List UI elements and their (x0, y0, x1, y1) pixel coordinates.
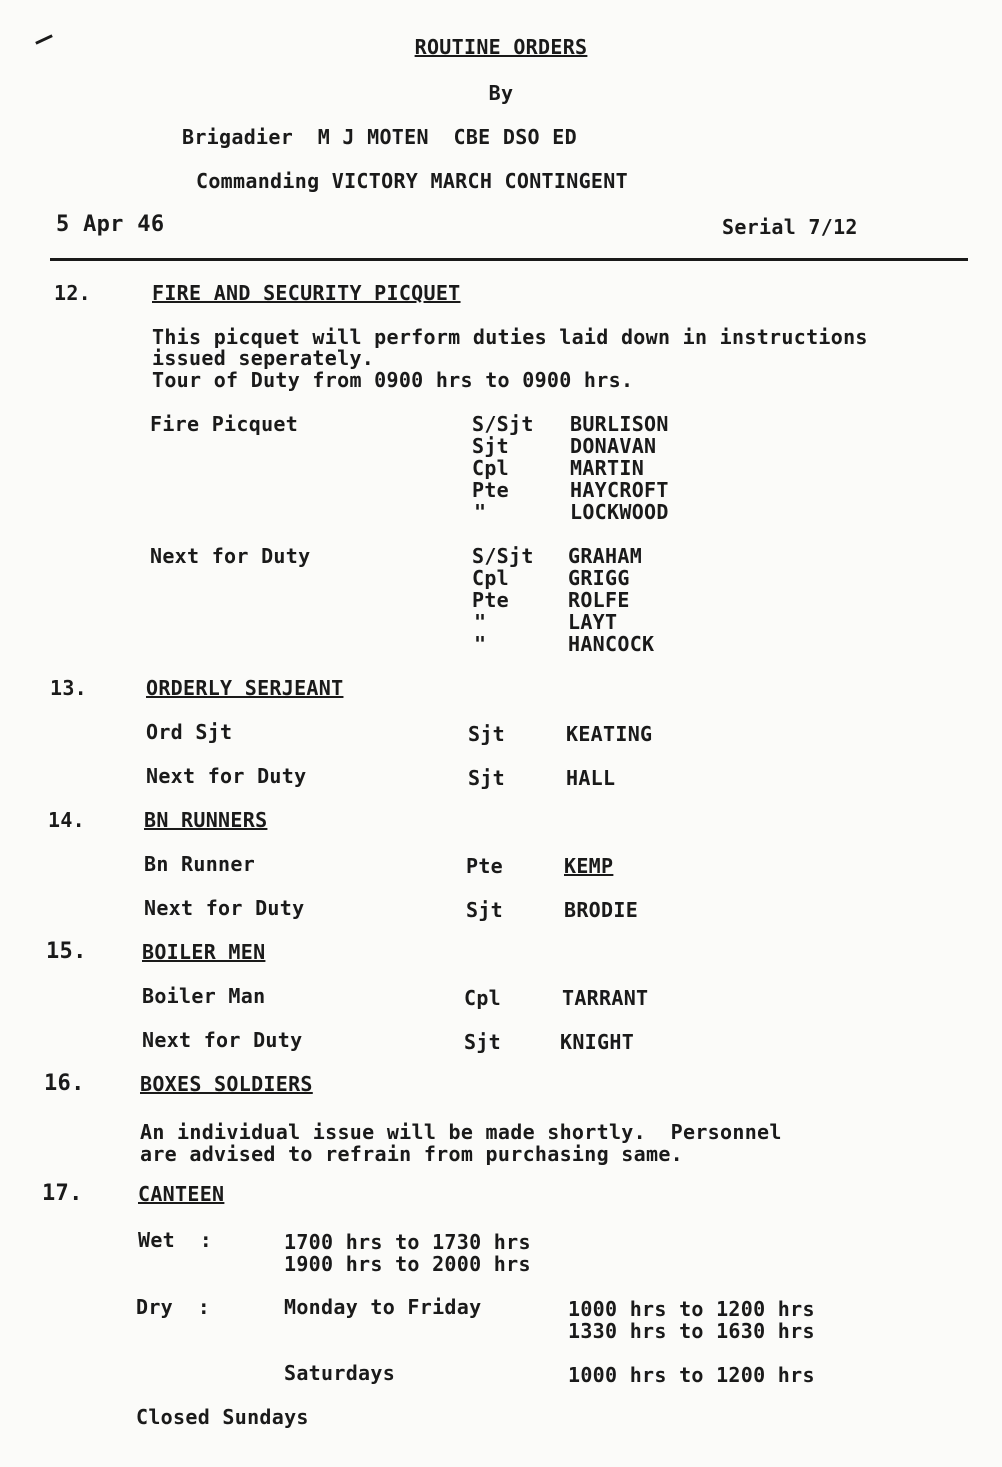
paragraph-line: An individual issue will be made shortly. Personnel (140, 1120, 782, 1144)
date: 5 Apr 46 (56, 212, 165, 237)
rank: Pte (466, 854, 504, 878)
rank: Pte (472, 588, 510, 612)
row-label: Dry : (136, 1295, 211, 1319)
row-label: Next for Duty (142, 1028, 303, 1052)
name: KEATING (566, 722, 653, 746)
time-range: 1900 hrs to 2000 hrs (284, 1252, 531, 1276)
name: HANCOCK (568, 632, 655, 656)
time-range: 1700 hrs to 1730 hrs (284, 1230, 531, 1254)
rank: Cpl (472, 566, 510, 590)
day-range: Saturdays (284, 1361, 396, 1385)
rank: Cpl (464, 986, 502, 1010)
time-range: 1330 hrs to 1630 hrs (568, 1319, 815, 1343)
header-rule (50, 258, 968, 261)
name: MARTIN (570, 456, 645, 480)
section-title: CANTEEN (138, 1182, 225, 1206)
paragraph-line: are advised to refrain from purchasing same. (140, 1142, 684, 1166)
section-number: 16. (44, 1071, 85, 1096)
row-label: Boiler Man (142, 984, 266, 1008)
row-label: Next for Duty (146, 764, 307, 788)
page-title: ROUTINE ORDERS (414, 35, 588, 59)
rank: Sjt (472, 434, 510, 458)
row-label: Next for Duty (144, 896, 305, 920)
serial: Serial 7/12 (722, 215, 858, 239)
name: BRODIE (564, 898, 639, 922)
name: HAYCROFT (570, 478, 669, 502)
name: GRAHAM (568, 544, 643, 568)
name: LOCKWOOD (570, 500, 669, 524)
section-number: 12. (54, 281, 92, 305)
rank: Sjt (468, 766, 506, 790)
rank: Sjt (468, 722, 506, 746)
rank: Sjt (464, 1030, 502, 1054)
name: TARRANT (562, 986, 649, 1010)
paragraph-line: Tour of Duty from 0900 hrs to 0900 hrs. (152, 368, 634, 392)
ditto-mark: " (474, 610, 487, 634)
section-number: 17. (42, 1181, 83, 1206)
by-line: By (488, 81, 514, 105)
name: KEMP (564, 854, 614, 878)
rank: S/Sjt (472, 544, 534, 568)
name: DONAVAN (570, 434, 657, 458)
officer-line: Brigadier M J MOTEN CBE DSO ED (182, 125, 577, 149)
ditto-mark: " (474, 632, 487, 656)
name: BURLISON (570, 412, 669, 436)
time-range: 1000 hrs to 1200 hrs (568, 1297, 815, 1321)
section-number: 15. (46, 939, 87, 964)
command-line: Commanding VICTORY MARCH CONTINGENT (196, 169, 628, 193)
name: ROLFE (568, 588, 630, 612)
section-title: BOXES SOLDIERS (140, 1072, 313, 1096)
paragraph-line: This picquet will perform duties laid down in instructions (152, 325, 868, 349)
section-number: 14. (48, 808, 86, 832)
name: HALL (566, 766, 616, 790)
rank: Sjt (466, 898, 504, 922)
section-title: BN RUNNERS (144, 808, 268, 832)
row-label: Fire Picquet (150, 412, 299, 436)
rank: Pte (472, 478, 510, 502)
day-range: Monday to Friday (284, 1295, 482, 1319)
name: LAYT (568, 610, 618, 634)
section-number: 13. (50, 676, 88, 700)
closing-note: Closed Sundays (136, 1405, 309, 1429)
row-label: Ord Sjt (146, 720, 233, 744)
name: GRIGG (568, 566, 630, 590)
row-label: Next for Duty (150, 544, 311, 568)
row-label: Bn Runner (144, 852, 256, 876)
name: KNIGHT (560, 1030, 635, 1054)
section-title: ORDERLY SERJEANT (146, 676, 344, 700)
section-title: FIRE AND SECURITY PICQUET (152, 281, 461, 305)
time-range: 1000 hrs to 1200 hrs (568, 1363, 815, 1387)
row-label: Wet : (138, 1228, 213, 1252)
rank: S/Sjt (472, 412, 534, 436)
rank: Cpl (472, 456, 510, 480)
ditto-mark: " (474, 500, 487, 524)
section-title: BOILER MEN (142, 940, 266, 964)
paragraph-line: issued seperately. (152, 346, 375, 370)
